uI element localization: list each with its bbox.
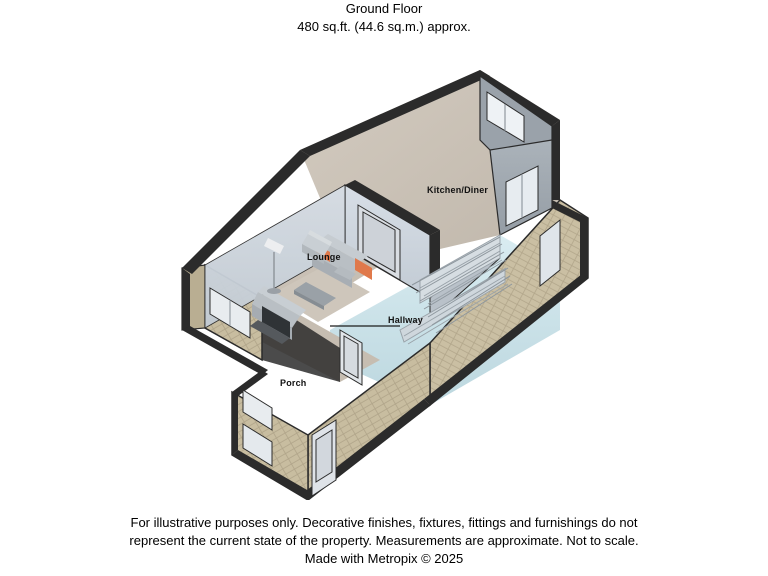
room-label-lounge: Lounge	[307, 252, 341, 262]
room-label-hallway: Hallway	[388, 315, 423, 325]
disclaimer-line-1: For illustrative purposes only. Decorative finishes, fixtures, fittings and furnishings do not	[130, 515, 638, 530]
attribution-line: Made with Metropix © 2025	[304, 551, 464, 566]
disclaimer-line-2: represent the current state of the property. Measurements are approximate. Not to scale.	[129, 533, 639, 548]
page-title: Ground Floor	[345, 1, 423, 16]
room-label-porch: Porch	[280, 378, 307, 388]
plan-footer	[0, 514, 768, 568]
floorplan-svg	[0, 30, 768, 500]
plan-area-text: 480 sq.ft. (44.6 sq.m.) approx.	[297, 19, 471, 34]
floorplan-graphic	[0, 30, 768, 500]
room-label-kitchen-diner: Kitchen/Diner	[427, 185, 489, 195]
